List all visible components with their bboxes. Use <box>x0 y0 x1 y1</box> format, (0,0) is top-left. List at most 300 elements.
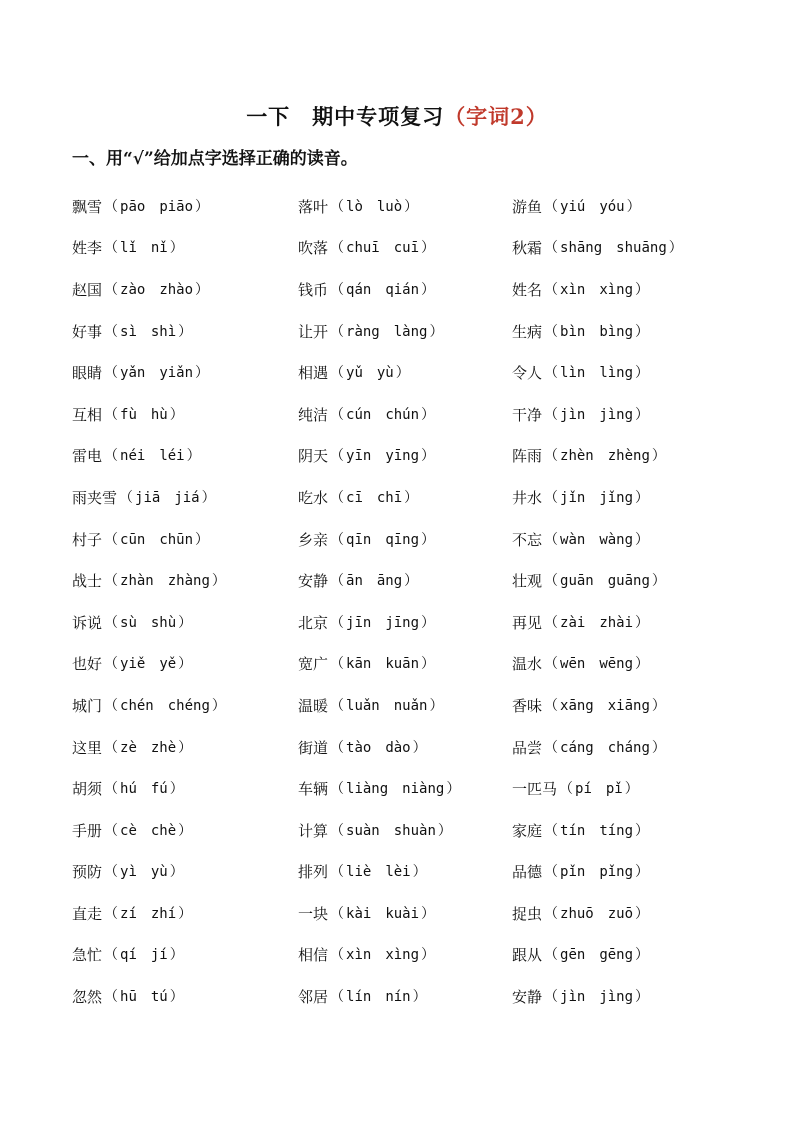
word-item <box>298 186 512 228</box>
word: 忽然 <box>72 988 103 1007</box>
word: 邻居 <box>298 988 329 1007</box>
close-paren: ） <box>195 531 210 548</box>
pinyin-option[interactable]: zhè <box>150 739 177 756</box>
word-item <box>298 228 512 270</box>
word-item <box>72 935 298 977</box>
pinyin-option[interactable]: yiú <box>560 198 586 215</box>
pinyin-option[interactable]: làng <box>393 323 428 340</box>
open-paren: （ <box>544 489 559 506</box>
open-paren: （ <box>544 323 559 340</box>
open-paren: （ <box>104 739 119 756</box>
open-paren: （ <box>559 781 574 798</box>
close-paren: ） <box>178 323 193 340</box>
word: 好事 <box>72 322 103 341</box>
open-paren: （ <box>104 656 119 673</box>
pinyin-option[interactable]: zuō <box>607 905 634 922</box>
word: 排列 <box>298 863 329 882</box>
pinyin-option[interactable]: yì <box>120 864 137 881</box>
open-paren: （ <box>330 947 345 964</box>
close-paren: ） <box>169 864 184 881</box>
close-paren: ） <box>651 448 666 465</box>
word: 北京 <box>298 613 329 632</box>
pinyin-option[interactable]: lìn <box>560 365 586 382</box>
pinyin-option[interactable]: qián <box>385 281 420 298</box>
pinyin-option[interactable]: pāo <box>120 198 146 215</box>
pinyin-option[interactable]: qán <box>346 281 372 298</box>
pinyin-option[interactable]: zhàng <box>167 573 210 590</box>
close-paren: ） <box>635 656 650 673</box>
pinyin-option[interactable]: lǐ <box>120 240 137 257</box>
pinyin-option[interactable]: pí <box>575 781 592 798</box>
word-item <box>72 228 298 270</box>
word-item <box>298 976 512 1018</box>
pinyin-option[interactable]: zí <box>120 905 137 922</box>
pinyin-option[interactable]: qí <box>120 947 137 964</box>
open-paren: （ <box>104 614 119 631</box>
close-paren: ） <box>421 531 436 548</box>
word-item <box>72 352 298 394</box>
close-paren: ） <box>178 739 193 756</box>
pinyin-option[interactable]: chī <box>376 489 403 506</box>
close-paren: ） <box>624 781 639 798</box>
open-paren: （ <box>104 947 119 964</box>
pinyin-option[interactable]: yù <box>150 864 168 881</box>
open-paren: （ <box>104 989 119 1006</box>
pinyin-option[interactable]: chén <box>120 697 154 714</box>
word: 钱币 <box>298 280 329 299</box>
word-item <box>298 477 512 519</box>
close-paren: ） <box>201 489 216 506</box>
word: 互相 <box>72 405 103 424</box>
word: 一块 <box>298 904 329 923</box>
pinyin-option[interactable]: chūn <box>159 531 194 548</box>
pinyin-option[interactable]: ràng <box>346 323 380 340</box>
pinyin-option[interactable]: jí <box>150 947 168 964</box>
pinyin-option[interactable]: chuī <box>346 240 380 257</box>
word-item <box>512 976 752 1018</box>
word-item <box>512 477 752 519</box>
pinyin-option[interactable]: zhàn <box>120 573 154 590</box>
open-paren: （ <box>544 365 559 382</box>
word-item <box>512 852 752 894</box>
close-paren: ） <box>626 198 641 215</box>
word-item <box>298 644 512 686</box>
word: 预防 <box>72 863 103 882</box>
open-paren: （ <box>544 656 559 673</box>
word: 吹落 <box>298 239 329 258</box>
close-paren: ） <box>404 198 419 215</box>
pinyin-option[interactable]: luò <box>376 198 403 215</box>
open-paren: （ <box>104 406 119 423</box>
pinyin-option[interactable]: guāng <box>607 573 650 590</box>
close-paren: ） <box>169 781 184 798</box>
close-paren: ） <box>651 739 666 756</box>
pinyin-option[interactable]: yǎn <box>120 365 146 382</box>
pinyin-option[interactable]: pǐn <box>560 864 586 881</box>
word-item <box>512 269 752 311</box>
close-paren: ） <box>635 822 650 839</box>
pinyin-option[interactable]: tín <box>560 822 586 839</box>
pinyin-option[interactable]: piāo <box>159 198 194 215</box>
close-paren: ） <box>421 656 436 673</box>
word: 安静 <box>512 988 543 1007</box>
word: 让开 <box>298 322 329 341</box>
close-paren: ） <box>421 240 436 257</box>
word: 令人 <box>512 364 543 383</box>
close-paren: ） <box>635 365 650 382</box>
pinyin-option[interactable]: pǐng <box>599 864 634 881</box>
word-item <box>512 228 752 270</box>
pinyin-option[interactable]: zhài <box>599 614 634 631</box>
pinyin-option[interactable]: kài <box>346 905 372 922</box>
open-paren: （ <box>544 947 559 964</box>
pinyin-option[interactable]: yù <box>376 365 394 382</box>
word-item <box>298 852 512 894</box>
pinyin-option[interactable]: jìng <box>599 989 634 1006</box>
word-item <box>298 727 512 769</box>
word: 姓李 <box>72 239 103 258</box>
pinyin-option[interactable]: yě <box>159 656 177 673</box>
word-item <box>512 394 752 436</box>
close-paren: ） <box>635 531 650 548</box>
word-item <box>298 352 512 394</box>
word: 飘雪 <box>72 197 103 216</box>
pinyin-option[interactable]: wēn <box>560 656 586 673</box>
pinyin-option[interactable]: tú <box>150 989 168 1006</box>
pinyin-option[interactable]: tíng <box>599 822 634 839</box>
pinyin-option[interactable]: wēng <box>599 656 634 673</box>
open-paren: （ <box>104 240 119 257</box>
close-paren: ） <box>437 822 452 839</box>
pinyin-option[interactable]: kuān <box>385 656 420 673</box>
open-paren: （ <box>330 697 345 714</box>
word-item <box>512 186 752 228</box>
close-paren: ） <box>404 489 419 506</box>
word: 城门 <box>72 696 103 715</box>
word: 车辆 <box>298 780 329 799</box>
word: 阵雨 <box>512 447 543 466</box>
open-paren: （ <box>104 573 119 590</box>
close-paren: ） <box>412 989 427 1006</box>
word: 安静 <box>298 572 329 591</box>
word-item <box>512 560 752 602</box>
close-paren: ） <box>635 323 650 340</box>
pinyin-option[interactable]: fú <box>150 781 168 798</box>
open-paren: （ <box>544 697 559 714</box>
close-paren: ） <box>651 697 666 714</box>
pinyin-option[interactable]: zhào <box>159 281 194 298</box>
pinyin-option[interactable]: hù <box>150 406 168 423</box>
pinyin-option[interactable]: āng <box>376 573 403 590</box>
pinyin-option[interactable]: kuài <box>385 905 420 922</box>
close-paren: ） <box>195 365 210 382</box>
open-paren: （ <box>330 323 345 340</box>
close-paren: ） <box>169 240 184 257</box>
pinyin-option[interactable]: jiā <box>135 489 161 506</box>
word: 再见 <box>512 613 543 632</box>
word: 乡亲 <box>298 530 329 549</box>
close-paren: ） <box>404 573 419 590</box>
pinyin-option[interactable]: hū <box>120 989 137 1006</box>
word: 品尝 <box>512 738 543 757</box>
close-paren: ） <box>446 781 461 798</box>
open-paren: （ <box>104 323 119 340</box>
pinyin-option[interactable]: jǐng <box>599 489 634 506</box>
pinyin-option[interactable]: zhèng <box>607 448 650 465</box>
open-paren: （ <box>104 281 119 298</box>
open-paren: （ <box>330 614 345 631</box>
word: 跟从 <box>512 946 543 965</box>
pinyin-option[interactable]: chè <box>150 822 177 839</box>
pinyin-option[interactable]: yóu <box>599 198 625 215</box>
pinyin-option[interactable]: yǔ <box>346 365 363 382</box>
pinyin-option[interactable]: nǐ <box>150 240 168 257</box>
pinyin-option[interactable]: xìn <box>560 281 586 298</box>
pinyin-option[interactable]: zhuō <box>560 905 594 922</box>
word: 直走 <box>72 904 103 923</box>
close-paren: ） <box>635 864 650 881</box>
word: 温暖 <box>298 696 329 715</box>
word: 诉说 <box>72 613 103 632</box>
close-paren: ） <box>421 281 436 298</box>
pinyin-option[interactable]: sì <box>120 323 137 340</box>
pinyin-option[interactable]: tào <box>346 739 372 756</box>
open-paren: （ <box>330 573 345 590</box>
close-paren: ） <box>668 240 683 257</box>
close-paren: ） <box>169 989 184 1006</box>
open-paren: （ <box>104 905 119 922</box>
pinyin-option[interactable]: yiǎn <box>159 365 194 382</box>
pinyin-option[interactable]: nuǎn <box>393 697 428 714</box>
word-item <box>72 560 298 602</box>
pinyin-option[interactable]: lèi <box>385 864 411 881</box>
pinyin-option[interactable]: xāng <box>560 697 594 714</box>
pinyin-option[interactable]: cī <box>346 489 363 506</box>
pinyin-option[interactable]: cáng <box>560 739 594 756</box>
close-paren: ） <box>178 822 193 839</box>
pinyin-option[interactable]: qīng <box>385 531 420 548</box>
pinyin-option[interactable]: cūn <box>120 531 146 548</box>
pinyin-option[interactable]: néi <box>120 448 146 465</box>
pinyin-option[interactable]: zè <box>120 739 137 756</box>
pinyin-option[interactable]: shuàn <box>393 822 436 839</box>
word-item <box>298 602 512 644</box>
word-item <box>298 810 512 852</box>
pinyin-option[interactable]: jiá <box>174 489 200 506</box>
word: 温水 <box>512 655 543 674</box>
word-item <box>298 685 512 727</box>
pinyin-option[interactable]: pǐ <box>605 781 623 798</box>
word-item <box>512 519 752 561</box>
open-paren: （ <box>544 905 559 922</box>
pinyin-option[interactable]: suàn <box>346 822 380 839</box>
word-item <box>72 685 298 727</box>
word: 家庭 <box>512 821 543 840</box>
open-paren: （ <box>104 697 119 714</box>
pinyin-option[interactable]: ān <box>346 573 363 590</box>
pinyin-option[interactable]: jìn <box>560 989 586 1006</box>
close-paren: ） <box>635 989 650 1006</box>
word-item <box>512 644 752 686</box>
close-paren: ） <box>421 448 436 465</box>
open-paren: （ <box>544 198 559 215</box>
word: 胡须 <box>72 780 103 799</box>
close-paren: ） <box>178 614 193 631</box>
pinyin-option[interactable]: sù <box>120 614 137 631</box>
close-paren: ） <box>421 614 436 631</box>
pinyin-option[interactable]: xìng <box>599 281 634 298</box>
word: 这里 <box>72 738 103 757</box>
pinyin-option[interactable]: jìn <box>560 406 586 423</box>
page-title <box>0 102 794 132</box>
section-heading: 一、用“√”给加点字选择正确的读音。 <box>72 149 358 169</box>
word-item <box>512 727 752 769</box>
pinyin-option[interactable]: guān <box>560 573 594 590</box>
close-paren: ） <box>635 489 650 506</box>
pinyin-option[interactable]: wàn <box>560 531 586 548</box>
pinyin-option[interactable]: qīn <box>346 531 372 548</box>
pinyin-option[interactable]: cún <box>346 406 372 423</box>
pinyin-option[interactable]: bìng <box>599 323 634 340</box>
word-item <box>72 477 298 519</box>
word: 手册 <box>72 821 103 840</box>
word-item <box>72 852 298 894</box>
word: 姓名 <box>512 280 543 299</box>
pinyin-option[interactable]: liè <box>346 864 372 881</box>
word: 吃水 <box>298 488 329 507</box>
word-item <box>512 352 752 394</box>
word: 也好 <box>72 655 103 674</box>
word: 干净 <box>512 405 543 424</box>
word: 壮观 <box>512 572 543 591</box>
close-paren: ） <box>421 905 436 922</box>
pinyin-option[interactable]: shì <box>150 323 177 340</box>
pinyin-option[interactable]: zhèn <box>560 448 594 465</box>
open-paren: （ <box>119 489 134 506</box>
pinyin-option[interactable]: zhí <box>150 905 177 922</box>
word-grid <box>72 186 752 1018</box>
open-paren: （ <box>330 365 345 382</box>
word: 品德 <box>512 863 543 882</box>
pinyin-option[interactable]: wàng <box>599 531 634 548</box>
open-paren: （ <box>544 573 559 590</box>
pinyin-option[interactable]: jìng <box>599 406 634 423</box>
pinyin-option[interactable]: jīn <box>346 614 372 631</box>
pinyin-option[interactable]: xìng <box>385 947 420 964</box>
word-item <box>512 893 752 935</box>
open-paren: （ <box>104 198 119 215</box>
pinyin-option[interactable]: yīng <box>385 448 420 465</box>
open-paren: （ <box>104 365 119 382</box>
pinyin-option[interactable]: gēn <box>560 947 586 964</box>
close-paren: ） <box>178 905 193 922</box>
open-paren: （ <box>330 989 345 1006</box>
pinyin-option[interactable]: zào <box>120 281 146 298</box>
close-paren: ） <box>635 947 650 964</box>
pinyin-option[interactable]: niàng <box>402 781 445 798</box>
pinyin-option[interactable]: shù <box>150 614 177 631</box>
pinyin-option[interactable]: lín <box>346 989 372 1006</box>
pinyin-option[interactable]: bìn <box>560 323 586 340</box>
word-item <box>72 519 298 561</box>
word-item <box>512 436 752 478</box>
pinyin-option[interactable]: cuī <box>393 240 420 257</box>
word: 雨夹雪 <box>72 488 118 507</box>
close-paren: ） <box>412 739 427 756</box>
close-paren: ） <box>211 697 226 714</box>
close-paren: ） <box>195 281 210 298</box>
pinyin-option[interactable]: luǎn <box>346 697 380 714</box>
pinyin-option[interactable]: jǐn <box>560 489 586 506</box>
word-item <box>298 560 512 602</box>
word-item <box>72 436 298 478</box>
open-paren: （ <box>544 822 559 839</box>
word-item <box>72 768 298 810</box>
pinyin-option[interactable]: kān <box>346 656 372 673</box>
word: 不忘 <box>512 530 543 549</box>
open-paren: （ <box>330 656 345 673</box>
pinyin-option[interactable]: xìn <box>346 947 372 964</box>
word-item <box>512 768 752 810</box>
word-item <box>512 810 752 852</box>
pinyin-option[interactable]: xiāng <box>607 697 650 714</box>
pinyin-option[interactable]: lò <box>346 198 363 215</box>
pinyin-option[interactable]: jīng <box>385 614 420 631</box>
word-item <box>72 602 298 644</box>
open-paren: （ <box>544 864 559 881</box>
pinyin-option[interactable]: shāng <box>560 240 603 257</box>
pinyin-option[interactable]: lìng <box>599 365 634 382</box>
close-paren: ） <box>169 406 184 423</box>
pinyin-option[interactable]: yiě <box>120 656 146 673</box>
pinyin-option[interactable]: liàng <box>346 781 389 798</box>
pinyin-option[interactable]: dào <box>385 739 411 756</box>
open-paren: （ <box>330 489 345 506</box>
open-paren: （ <box>544 614 559 631</box>
close-paren: ） <box>429 697 444 714</box>
pinyin-option[interactable]: zài <box>560 614 586 631</box>
word-item <box>512 602 752 644</box>
word: 相遇 <box>298 364 329 383</box>
close-paren: ） <box>169 947 184 964</box>
word-item <box>72 311 298 353</box>
word: 香味 <box>512 696 543 715</box>
pinyin-option[interactable]: gēng <box>599 947 634 964</box>
open-paren: （ <box>330 281 345 298</box>
word: 计算 <box>298 821 329 840</box>
word-item <box>298 935 512 977</box>
pinyin-option[interactable]: hú <box>120 781 137 798</box>
open-paren: （ <box>544 739 559 756</box>
close-paren: ） <box>651 573 666 590</box>
pinyin-option[interactable]: cháng <box>607 739 650 756</box>
word-item <box>72 394 298 436</box>
pinyin-option[interactable]: cè <box>120 822 137 839</box>
pinyin-option[interactable]: chún <box>385 406 420 423</box>
pinyin-option[interactable]: nín <box>385 989 411 1006</box>
open-paren: （ <box>330 739 345 756</box>
pinyin-option[interactable]: chéng <box>167 697 210 714</box>
pinyin-option[interactable]: yīn <box>346 448 372 465</box>
word: 眼睛 <box>72 364 103 383</box>
close-paren: ） <box>211 573 226 590</box>
pinyin-option[interactable]: léi <box>159 448 185 465</box>
open-paren: （ <box>544 531 559 548</box>
word-item <box>72 727 298 769</box>
pinyin-option[interactable]: fù <box>120 406 137 423</box>
close-paren: ） <box>186 448 201 465</box>
pinyin-option[interactable]: shuāng <box>616 240 667 257</box>
